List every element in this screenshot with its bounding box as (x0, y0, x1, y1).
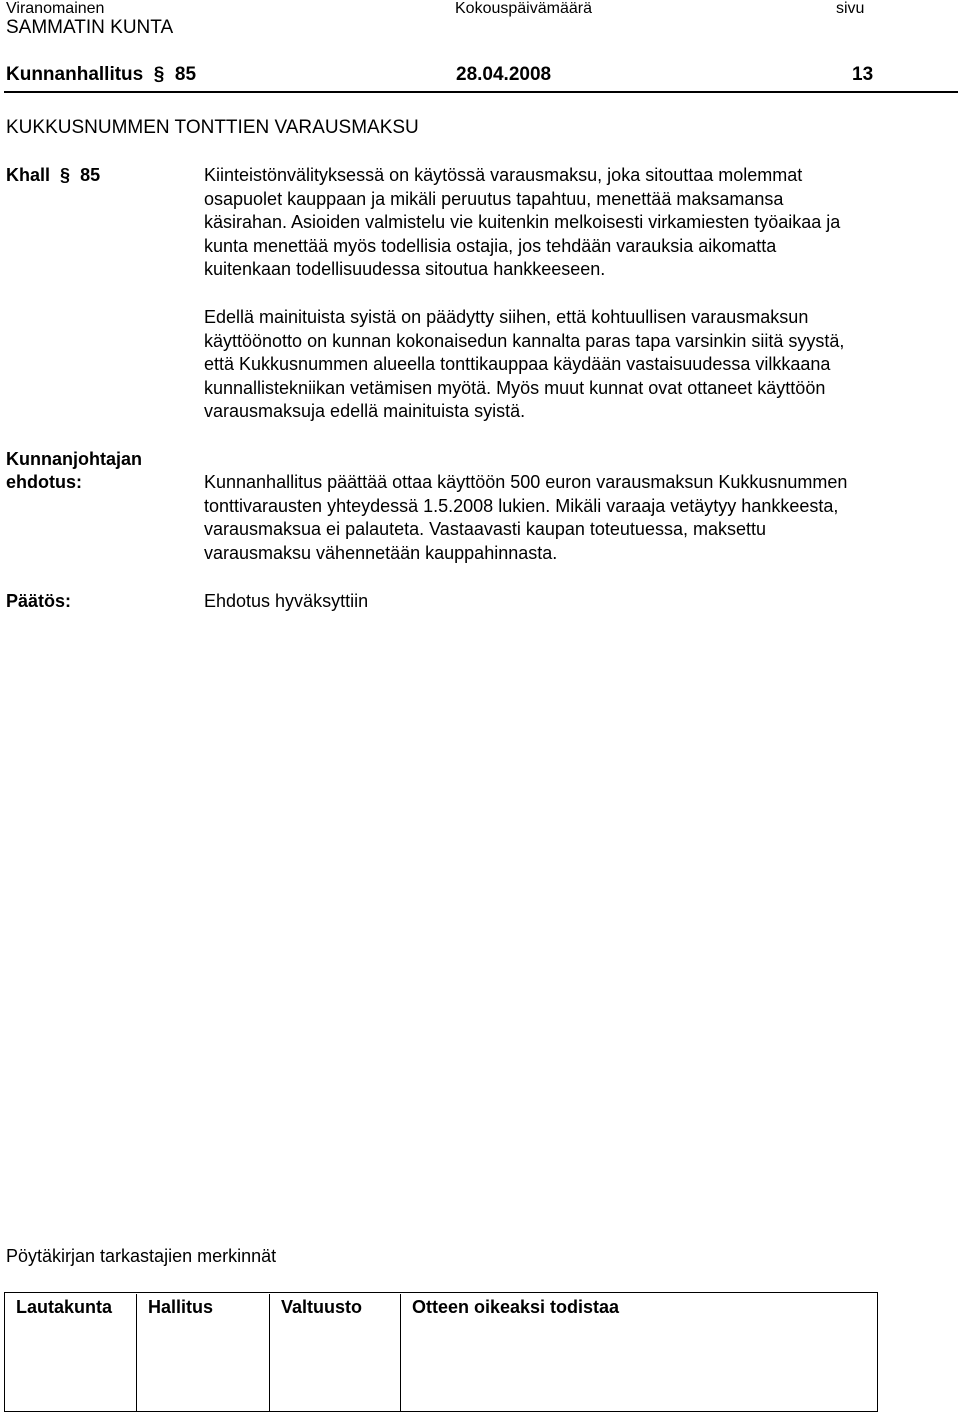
paragraph-line: käyttöönotto on kunnan kokonaisedun kannalta paras tapa varsinkin siitä syystä, (204, 330, 845, 351)
header-body-section (6, 64, 196, 86)
footer-column-label: Lautakunta (16, 1297, 113, 1317)
section-sign-icon: § (148, 64, 170, 85)
paragraph-line: Kunnanhallitus päättää ottaa käyttöön 500 euron varausmaksun Kukkusnummen (204, 472, 848, 492)
footer-column-label: Hallitus (148, 1297, 214, 1317)
footer-signature-table (4, 1292, 878, 1412)
document-title: KUKKUSNUMMEN TONTTIEN VARAUSMAKSU (6, 117, 419, 138)
paragraph-line: tonttivarausten yhteydessä 1.5.2008 lukien. Mikäli varaaja vetäytyy hankkeesta, (204, 495, 839, 516)
paragraph-rationale (204, 306, 954, 424)
decision-label: Päätös: (6, 591, 72, 611)
khall-number: 85 (80, 165, 101, 185)
paragraph-line: osapuolet kauppaan ja mikäli peruutus tapahtuu, menettää maksamansa (204, 188, 784, 209)
paragraph-line: Kiinteistönvälityksessä on käytössä varausmaksu, joka sitouttaa molemmat (204, 165, 803, 185)
paragraph-line: varausmaksua ei palauteta. Vastaavasti kaupan toteutuessa, maksettu (204, 519, 766, 539)
header-body-name: Kunnanhallitus (6, 64, 144, 85)
proposal-label-line: ehdotus: (6, 472, 82, 492)
header-authority-label: Viranomainen (6, 0, 105, 17)
footer-cell-hallitus (137, 1294, 270, 1411)
paragraph-proposal (204, 471, 954, 565)
khall-label: Khall (6, 165, 51, 185)
paragraph-line: kunnallistekniikan vetämisen myötä. Myös muut kunnat ovat ottaneet käyttöön (204, 377, 826, 398)
header-divider (4, 91, 958, 93)
paragraph-line: että Kukkusnummen alueella tonttikauppaa käydään vastaisuudessa vilkkaana (204, 354, 831, 374)
header-section-number: 85 (174, 64, 197, 85)
proposal-label-line: Kunnanjohtajan (6, 449, 142, 469)
paragraph-line: kunta menettää myös todellisia ostajia, jos tehdään varauksia aikomatta (204, 235, 777, 256)
header-page-label: sivu (836, 0, 865, 17)
header-organization: SAMMATIN KUNTA (6, 17, 174, 38)
header-meeting-date: 28.04.2008 (456, 64, 552, 85)
decision-text: Ehdotus hyväksyttiin (204, 591, 369, 611)
section-sign-icon: § (55, 165, 76, 185)
proposal-label (6, 448, 142, 494)
footer-cell-certification (401, 1294, 876, 1411)
header-meeting-date-label: Kokouspäivämäärä (455, 0, 592, 17)
paragraph-line: käsirahan. Asioiden valmistelu vie kuitenkin melkoisesti virkamiesten työaikaa ja (204, 212, 841, 232)
paragraph-line: kuitenkaan todellisuudessa sitoutua hankkeeseen. (204, 259, 606, 279)
khall-reference (6, 164, 100, 186)
footer-cell-lautakunta (5, 1294, 137, 1411)
paragraph-line: Edellä mainituista syistä on päädytty siihen, että kohtuullisen varausmaksun (204, 307, 809, 327)
footer-cell-valtuusto (270, 1294, 401, 1411)
header-page-number: 13 (852, 64, 874, 85)
paragraph-line: varausmaksu vähennetään kauppahinnasta. (204, 542, 558, 563)
footer-column-label: Otteen oikeaksi todistaa (412, 1297, 620, 1317)
paragraph-background (204, 164, 954, 282)
paragraph-line: varausmaksuja edellä mainituista syistä. (204, 401, 526, 421)
footer-column-label: Valtuusto (281, 1297, 363, 1317)
footer-review-label: Pöytäkirjan tarkastajien merkinnät (6, 1246, 277, 1266)
